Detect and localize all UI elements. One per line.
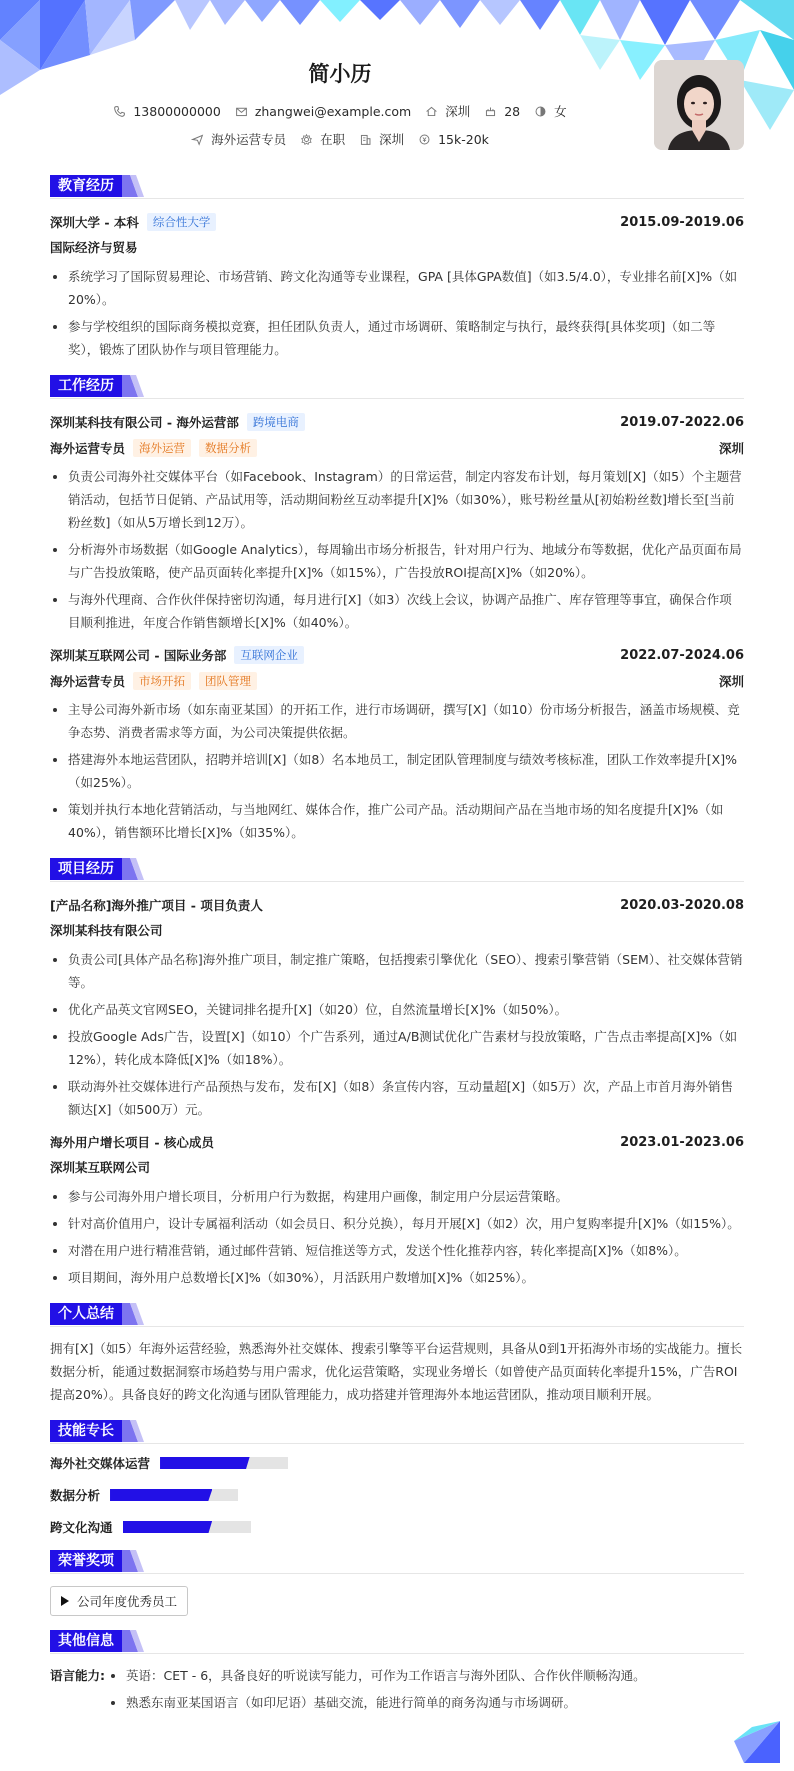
work-date: 2019.07-2022.06 — [620, 414, 744, 430]
contact-row — [0, 102, 680, 120]
summary-text: 拥有[X]（如5）年海外运营经验，熟悉海外社交媒体、搜索引擎等平台运营规则，具备从0到1开拓海外市场的实战能力。擅长数据分析，能通过数据洞察市场趋势与用户需求，优化运营策略，实现业务增长（如曾使产品页面转化率提升15%，广告ROI提高20%）。具备良好的跨文化沟通与团队管理能力，成功搭建并管理海外本地运营团队，推动项目顺利开展。 — [50, 1341, 743, 1402]
skill-bar — [123, 1521, 251, 1533]
gender-item — [534, 102, 567, 120]
company-name: 深圳某互联网公司 - 国际业务部 — [50, 648, 227, 663]
city-item — [425, 102, 470, 120]
project-bullets — [50, 1185, 744, 1289]
list-item: 搭建海外本地运营团队，招聘并培训[X]（如8）名本地员工，制定团队管理制度与绩效考核标准，团队工作效率提升[X]%（如25%）。 — [50, 748, 744, 794]
skill-item — [50, 1486, 400, 1504]
intention-row — [0, 130, 680, 148]
section-header — [50, 858, 744, 882]
title-tail-decoration — [122, 858, 144, 880]
other-title: 其他信息 — [50, 1630, 122, 1652]
summary-section — [50, 1303, 744, 1406]
work-location: 深圳 — [718, 674, 744, 689]
corner-decoration — [734, 1721, 780, 1763]
email-item — [235, 104, 411, 119]
list-item: 与海外代理商、合作伙伴保持密切沟通，每月进行[X]（如3）次线上会议，协调产品推广、库存管理等事宜，确保合作项目顺利推进，年度合作销售额增长[X]%（如40%）。 — [50, 588, 744, 634]
work-item — [50, 642, 744, 844]
title-tail-decoration — [122, 175, 144, 197]
project-org: 深圳某互联网公司 — [50, 1160, 151, 1175]
target-city-item — [359, 130, 404, 148]
list-item: 参与公司海外用户增长项目，分析用户行为数据，构建用户画像，制定用户分层运营策略。 — [50, 1185, 744, 1208]
skill-bar — [160, 1457, 288, 1469]
role-name: 海外运营专员 — [50, 441, 126, 456]
skill-item — [50, 1518, 400, 1536]
project-row — [50, 1129, 744, 1155]
education-title: 教育经历 — [50, 175, 122, 197]
home-icon — [425, 105, 438, 118]
title-tail-decoration — [122, 1420, 144, 1442]
title-tail-decoration — [122, 1630, 144, 1652]
work-item — [50, 409, 744, 634]
section-header — [50, 1303, 744, 1327]
resume-header — [0, 0, 794, 165]
title-tail-decoration — [122, 375, 144, 397]
section-header — [50, 175, 744, 199]
status-item — [300, 130, 345, 148]
company-tag: 跨境电商 — [247, 413, 305, 431]
job-target-text: 海外运营专员 — [211, 132, 287, 147]
list-item: 联动海外社交媒体进行产品预热与发布，发布[X]（如8）条宣传内容，互动量超[X]（如5万）次，产品上市首月海外销售额达[X]（如500万）元。 — [50, 1075, 744, 1121]
gear-icon — [300, 133, 313, 146]
building-icon — [359, 133, 372, 146]
project-item — [50, 1129, 744, 1289]
job-target-item — [191, 130, 286, 148]
skill-name: 海外社交媒体运营 — [50, 1456, 151, 1471]
awards-title: 荣誉奖项 — [50, 1550, 122, 1572]
profile-photo — [654, 60, 744, 150]
list-item: 策划并执行本地化营销活动，与当地网红、媒体合作，推广公司产品。活动期间产品在当地市场的知名度提升[X]%（如40%），销售额环比增长[X]%（如35%）。 — [50, 798, 744, 844]
project-name: 海外用户增长项目 - 核心成员 — [50, 1135, 214, 1150]
work-bullets — [50, 698, 744, 844]
major-name: 国际经济与贸易 — [50, 240, 138, 255]
role-tag: 市场开拓 — [133, 672, 191, 690]
money-icon — [418, 133, 431, 146]
skills-title: 技能专长 — [50, 1420, 122, 1442]
project-item — [50, 892, 744, 1121]
company-tag: 互联网企业 — [234, 646, 304, 664]
awards-section — [50, 1550, 744, 1616]
project-bullets — [50, 948, 744, 1121]
gender-icon — [534, 105, 547, 118]
skills-list — [50, 1454, 744, 1536]
section-header — [50, 1550, 744, 1574]
play-icon — [61, 1596, 69, 1606]
email-text: zhangwei@example.com — [254, 103, 412, 119]
work-bullets — [50, 465, 744, 634]
status-text: 在职 — [320, 132, 346, 147]
education-row — [50, 209, 744, 235]
work-date: 2022.07-2024.06 — [620, 647, 744, 663]
project-date: 2023.01-2023.06 — [620, 1134, 744, 1150]
project-org: 深圳某科技有限公司 — [50, 923, 163, 938]
skill-level-fill — [123, 1521, 213, 1533]
language-list — [108, 1664, 744, 1718]
role-tag: 团队管理 — [199, 672, 257, 690]
project-section — [50, 858, 744, 1289]
list-item: 对潜在用户进行精准营销，通过邮件营销、短信推送等方式，发送个性化推荐内容，转化率提高[X]%（如8%）。 — [50, 1239, 744, 1262]
school-name: 深圳大学 - 本科 — [50, 215, 139, 230]
list-item: 主导公司海外新市场（如东南亚某国）的开拓工作，进行市场调研，撰写[X]（如10）份市场分析报告，涵盖市场规模、竞争态势、消费者需求等方面，为公司决策提供依据。 — [50, 698, 744, 744]
school-tag: 综合性大学 — [147, 213, 217, 231]
title-tail-decoration — [122, 1303, 144, 1325]
work-location: 深圳 — [718, 441, 744, 456]
language-label: 语言能力: — [50, 1668, 105, 1683]
list-item: 熟悉东南亚某国语言（如印尼语）基础交流，能进行简单的商务沟通与市场调研。 — [108, 1691, 744, 1714]
city-text: 深圳 — [445, 104, 471, 119]
work-company-row — [50, 642, 744, 668]
phone-text: 13800000000 — [133, 103, 221, 119]
phone-item — [113, 104, 220, 119]
phone-icon — [113, 105, 126, 118]
work-role-row — [50, 668, 744, 694]
project-title: 项目经历 — [50, 858, 122, 880]
list-item: 负责公司海外社交媒体平台（如Facebook、Instagram）的日常运营，制定内容发布计划，每月策划[X]（如5）个主题营销活动，包括节日促销、产品试用等，活动期间粉丝互动率提升[X]%（如30%），账号粉丝量从[初始粉丝数]增长至[当前粉丝数]（如从5万增长到12万）。 — [50, 465, 744, 534]
mail-icon — [235, 105, 248, 118]
target-city-text: 深圳 — [379, 132, 405, 147]
section-header — [50, 1630, 744, 1654]
work-company-row — [50, 409, 744, 435]
candidate-name: 简小历 — [308, 62, 372, 86]
work-title: 工作经历 — [50, 375, 122, 397]
resume-body — [0, 175, 794, 1718]
age-item — [484, 104, 520, 119]
list-item: 分析海外市场数据（如Google Analytics），每周输出市场分析报告，针对用户行为、地域分布等数据，优化产品页面布局与广告投放策略，使产品页面转化率提升[X]%（如15%），广告投放ROI提高[X]%（如20%）。 — [50, 538, 744, 584]
skill-level-fill — [110, 1489, 212, 1501]
work-section — [50, 375, 744, 844]
skill-name: 数据分析 — [50, 1488, 101, 1503]
skill-bar — [110, 1489, 238, 1501]
salary-item — [418, 132, 489, 147]
education-section — [50, 175, 744, 361]
project-name: [产品名称]海外推广项目 - 项目负责人 — [50, 898, 263, 913]
list-item: 参与学校组织的国际商务模拟竞赛，担任团队负责人，通过市场调研、策略制定与执行，最终获得[具体奖项]（如二等奖），锻炼了团队协作与项目管理能力。 — [50, 315, 744, 361]
section-header — [50, 1420, 744, 1444]
salary-text: 15k-20k — [438, 131, 489, 147]
list-item: 项目期间，海外用户总数增长[X]%（如30%），月活跃用户数增加[X]%（如25%）。 — [50, 1266, 744, 1289]
section-header — [50, 375, 744, 399]
skill-item — [50, 1454, 400, 1472]
work-role-row — [50, 435, 744, 461]
skill-level-fill — [160, 1457, 250, 1469]
language-row — [50, 1664, 744, 1718]
award-item — [50, 1586, 188, 1616]
education-bullets — [50, 265, 744, 361]
list-item: 英语：CET - 6，具备良好的听说读写能力，可作为工作语言与海外团队、合作伙伴顺畅沟通。 — [108, 1664, 744, 1687]
title-tail-decoration — [122, 1550, 144, 1572]
project-date: 2020.03-2020.08 — [620, 897, 744, 913]
project-row — [50, 892, 744, 918]
send-icon — [191, 133, 204, 146]
summary-title: 个人总结 — [50, 1303, 122, 1325]
skills-section — [50, 1420, 744, 1536]
skill-name: 跨文化沟通 — [50, 1520, 113, 1535]
award-name: 公司年度优秀员工 — [77, 1594, 178, 1609]
age-text: 28 — [504, 103, 521, 119]
list-item: 投放Google Ads广告，设置[X]（如10）个广告系列，通过A/B测试优化广告素材与投放策略，广告点击率提高[X]%（如12%），转化成本降低[X]%（如18%）。 — [50, 1025, 744, 1071]
role-tag: 海外运营 — [133, 439, 191, 457]
age-icon — [484, 105, 497, 118]
role-tag: 数据分析 — [199, 439, 257, 457]
role-name: 海外运营专员 — [50, 674, 126, 689]
company-name: 深圳某科技有限公司 - 海外运营部 — [50, 415, 239, 430]
list-item: 负责公司[具体产品名称]海外推广项目，制定推广策略，包括搜索引擎优化（SEO）、搜索引擎营销（SEM）、社交媒体营销等。 — [50, 948, 744, 994]
list-item: 针对高价值用户，设计专属福利活动（如会员日、积分兑换），每月开展[X]（如2）次，用户复购率提升[X]%（如15%）。 — [50, 1212, 744, 1235]
list-item: 优化产品英文官网SEO，关键词排名提升[X]（如20）位，自然流量增长[X]%（如50%）。 — [50, 998, 744, 1021]
gender-text: 女 — [554, 104, 567, 119]
education-date: 2015.09-2019.06 — [620, 214, 744, 230]
list-item: 系统学习了国际贸易理论、市场营销、跨文化沟通等专业课程，GPA [具体GPA数值]（如3.5/4.0），专业排名前[X]%（如20%）。 — [50, 265, 744, 311]
other-section — [50, 1630, 744, 1718]
